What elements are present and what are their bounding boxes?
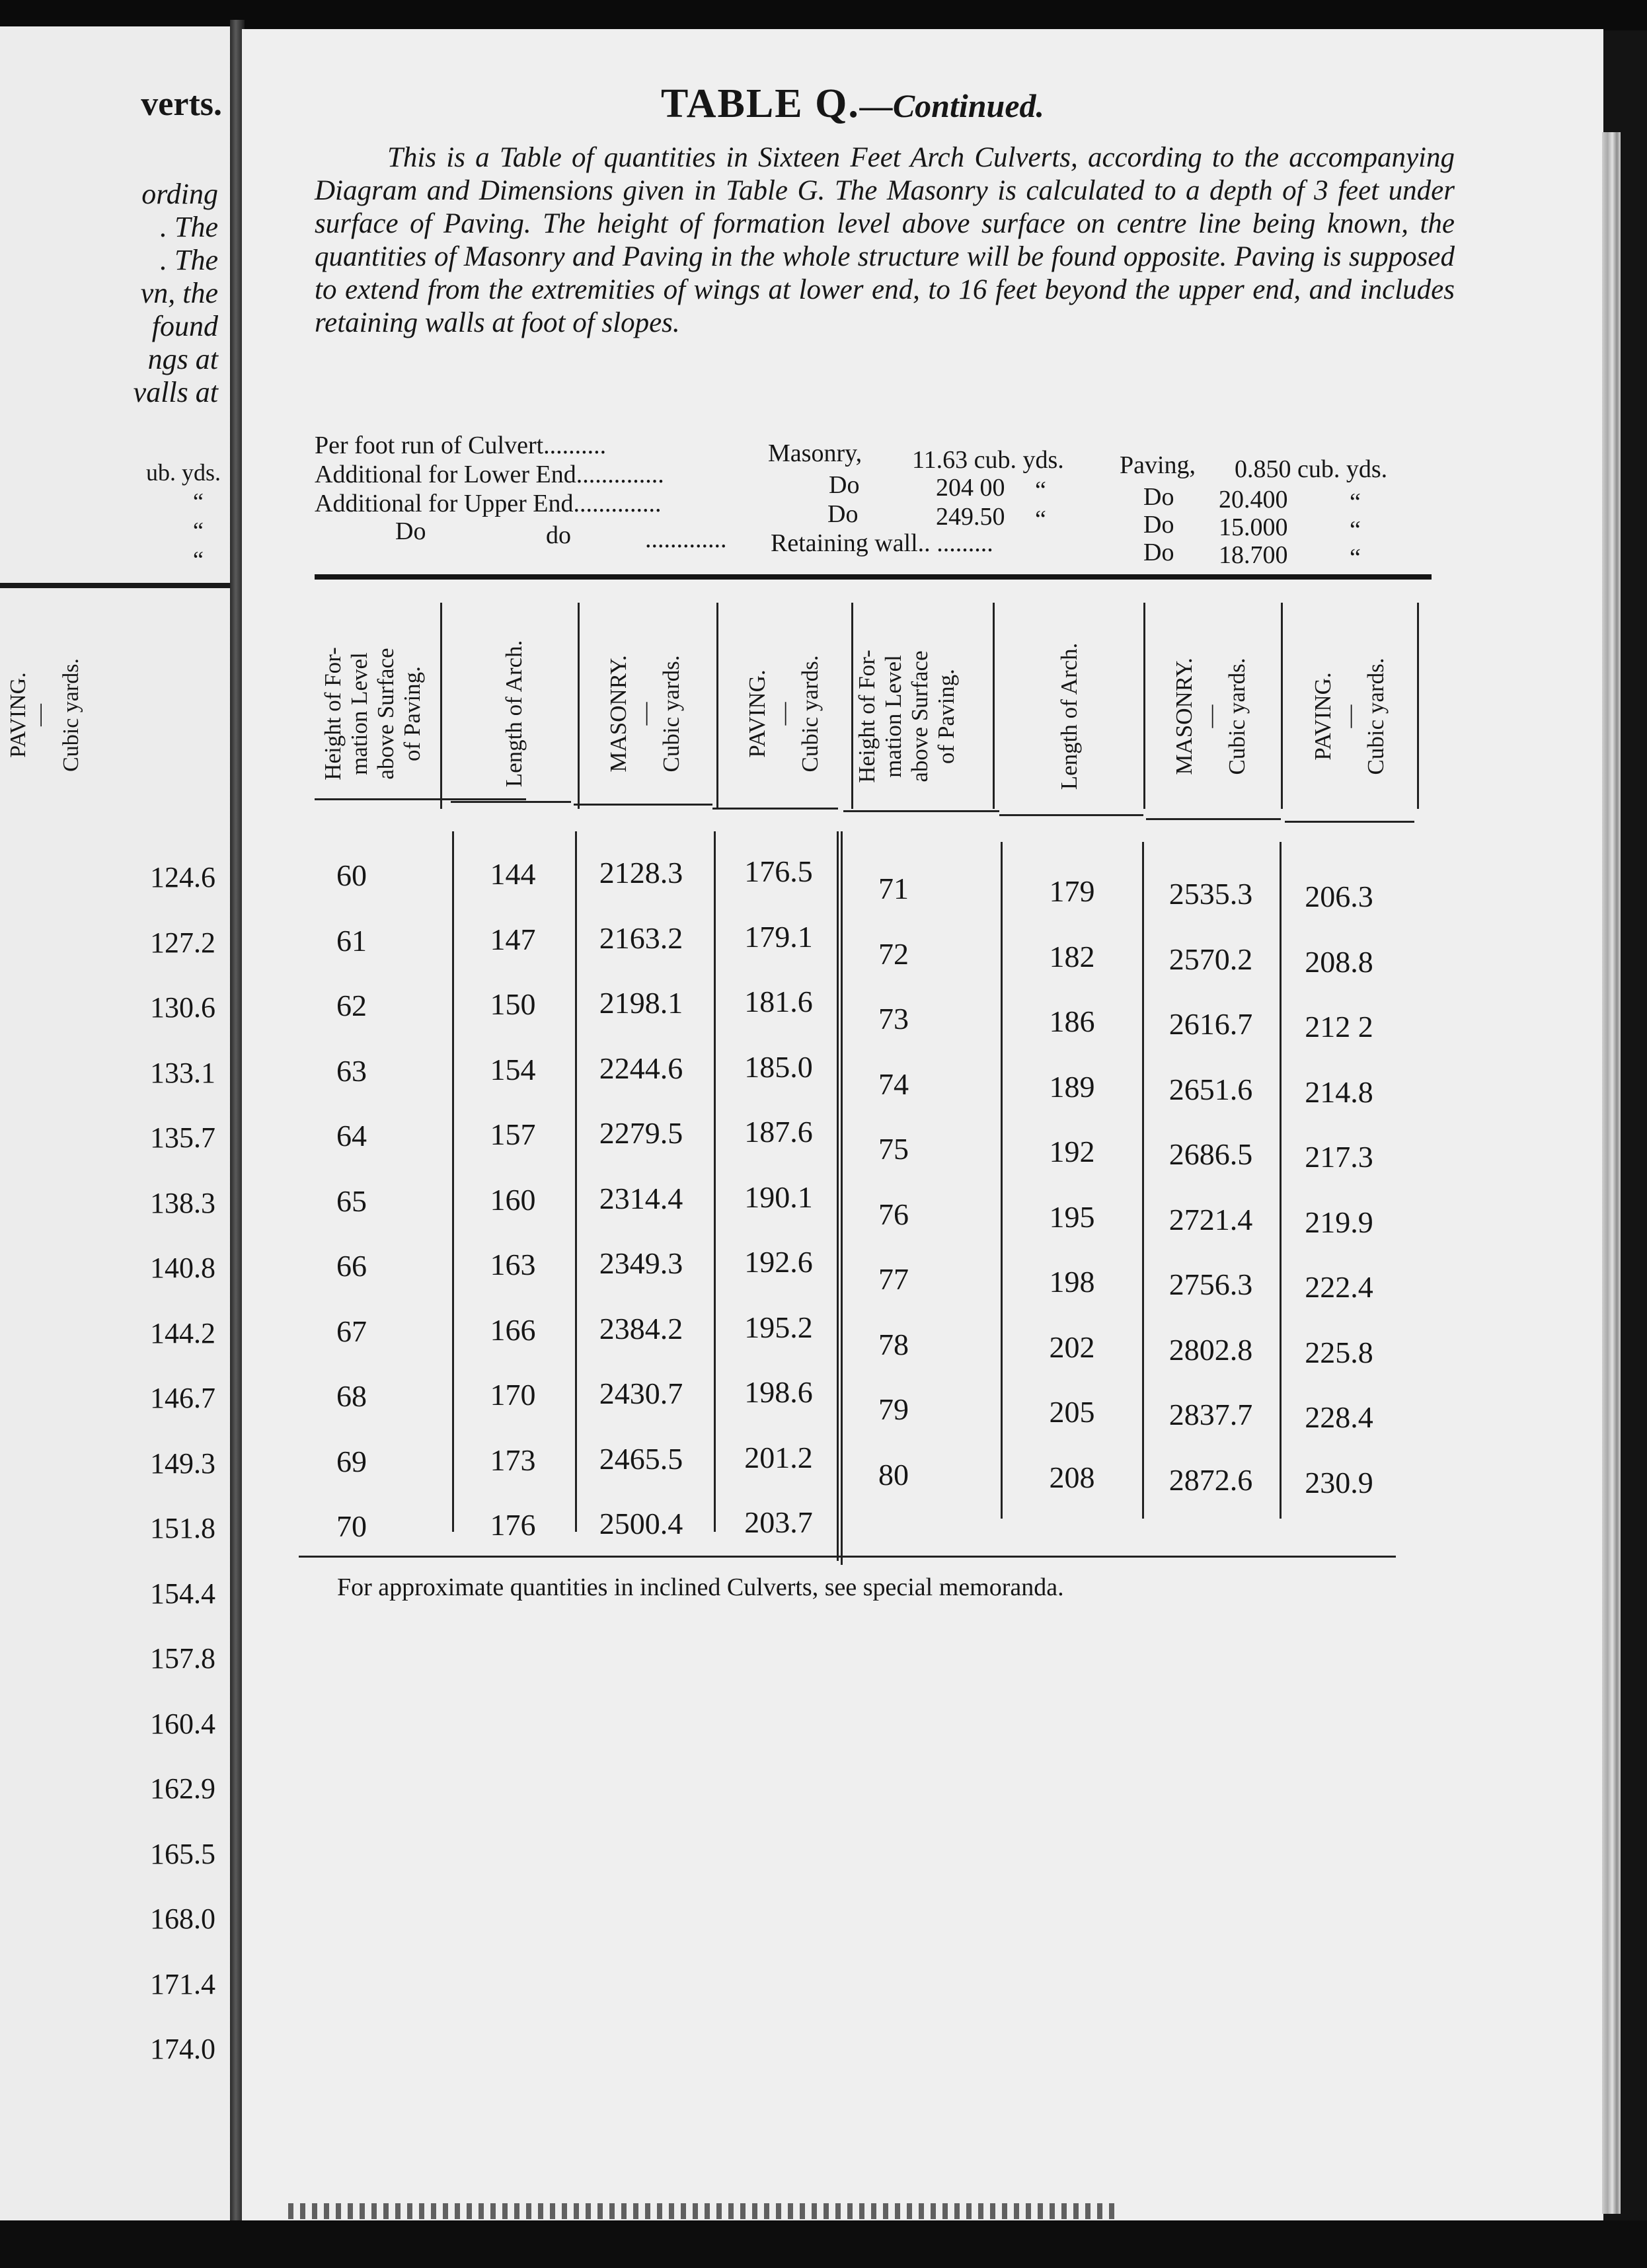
table-cell: 176 — [490, 1508, 536, 1542]
qty-paving-label: Paving, — [1120, 451, 1196, 479]
left-header-cubic-yards: Cubic yards. — [59, 658, 83, 772]
page-stack-edge — [1602, 132, 1621, 2214]
qty-masonry-per-foot: 11.63 cub. yds. — [912, 446, 1064, 474]
table-cell: 206.3 — [1305, 880, 1373, 913]
table-cell: 75 — [878, 1132, 909, 1166]
header-column-rule — [851, 603, 853, 809]
table-cell: 144 — [490, 857, 536, 891]
header-rule — [712, 808, 838, 810]
table-cell: 2279.5 — [599, 1116, 683, 1150]
header-column-rule — [578, 603, 580, 809]
table-cell: 170 — [490, 1378, 536, 1412]
left-table-rule — [0, 583, 231, 588]
table-cell: 222.4 — [1305, 1270, 1373, 1304]
qty-upper-ditto2: “ — [1350, 516, 1361, 544]
header-rule — [315, 798, 526, 800]
table-cell: 65 — [336, 1184, 367, 1218]
qty-upper-masonry: 249.50 — [936, 503, 1005, 531]
table-cell: 203.7 — [744, 1505, 813, 1539]
table-cell: 205 — [1049, 1395, 1095, 1429]
table-cell: 185.0 — [744, 1049, 813, 1084]
table-cell: 208.8 — [1305, 944, 1373, 979]
table-cell: 2430.7 — [599, 1377, 683, 1410]
header-masonry-left: MASONRY. — Cubic yards. — [605, 655, 684, 773]
table-cell: 2570.2 — [1168, 942, 1253, 976]
qty-retaining-paving: 18.700 — [1219, 541, 1288, 569]
qty-label-lower-end: Additional for Lower End.............. — [315, 461, 664, 488]
table-cell: 2837.7 — [1168, 1398, 1253, 1431]
left-paving-value: 130.6 — [150, 991, 215, 1024]
table-cell: 154 — [490, 1052, 536, 1086]
table-cell: 192.6 — [744, 1245, 813, 1279]
header-rule — [451, 801, 571, 803]
table-cell: 2314.4 — [599, 1181, 683, 1215]
table-cell: 79 — [878, 1392, 909, 1426]
left-paving-value: 165.5 — [150, 1837, 215, 1870]
header-masonry-right: MASONRY. — Cubic yards. — [1171, 658, 1250, 775]
table-cell: 195 — [1049, 1199, 1095, 1234]
table-cell: 77 — [878, 1262, 909, 1296]
left-intro-line: vn, the — [140, 277, 218, 309]
table-cell: 64 — [336, 1119, 367, 1153]
qty-retaining-do: Do — [395, 517, 426, 545]
table-cell: 2128.3 — [599, 856, 683, 889]
table-cell: 163 — [490, 1248, 536, 1281]
header-rule — [843, 810, 999, 812]
scan-bottom-artifact — [288, 2203, 1121, 2219]
table-cell: 182 — [1049, 939, 1095, 973]
left-paving-value: 160.4 — [150, 1707, 215, 1740]
left-paving-value: 127.2 — [150, 926, 215, 959]
qty-label-upper-end: Additional for Upper End.............. — [315, 490, 662, 517]
table-cell: 73 — [878, 1002, 909, 1036]
left-paving-value: 135.7 — [150, 1121, 215, 1154]
header-rule — [999, 814, 1143, 816]
left-paving-value: 157.8 — [150, 1642, 215, 1675]
table-top-rule — [315, 574, 1432, 580]
table-cell: 150 — [490, 987, 536, 1021]
title-continued: —Continued. — [859, 87, 1045, 124]
table-cell: 2686.5 — [1168, 1137, 1253, 1171]
table-cell: 157 — [490, 1117, 536, 1151]
table-cell: 80 — [878, 1457, 909, 1492]
table-cell: 2872.6 — [1168, 1462, 1253, 1497]
table-cell: 179 — [1049, 874, 1095, 908]
table-cell: 225.8 — [1305, 1335, 1373, 1369]
main-page — [242, 29, 1603, 2227]
table-cell: 147 — [490, 922, 536, 956]
left-header-dash: — — [27, 704, 52, 726]
table-cell: 214.8 — [1305, 1075, 1373, 1109]
table-cell: 78 — [878, 1327, 909, 1361]
table-cell: 76 — [878, 1197, 909, 1231]
left-paving-value: 162.9 — [150, 1772, 215, 1805]
qty-retaining-wall: Retaining wall.. ......... — [771, 529, 993, 557]
qty-upper-paving: 15.000 — [1219, 513, 1288, 541]
table-cell: 2802.8 — [1168, 1332, 1253, 1367]
left-paving-value: 124.6 — [150, 861, 215, 893]
table-cell: 198.6 — [744, 1375, 813, 1409]
table-cell: 208 — [1049, 1460, 1095, 1494]
header-column-rule — [1417, 603, 1419, 809]
left-intro-line: valls at — [133, 376, 218, 408]
table-cell: 68 — [336, 1379, 367, 1413]
left-paving-value: 140.8 — [150, 1252, 215, 1284]
qty-upper-ditto: “ — [1035, 506, 1046, 533]
table-cell: 69 — [336, 1444, 367, 1478]
table-cell: 190.1 — [744, 1180, 813, 1214]
table-cell: 72 — [878, 936, 909, 971]
qty-lower-paving: 20.400 — [1219, 486, 1288, 513]
scan-edge-top — [0, 0, 1647, 30]
qty-lower-masonry: 204 00 — [936, 474, 1005, 502]
left-qty-line: ub. yds. — [145, 459, 221, 486]
table-cell: 160 — [490, 1182, 536, 1217]
left-page-fragment — [0, 26, 231, 2220]
table-cell: 2384.2 — [599, 1311, 683, 1345]
table-cell: 66 — [336, 1249, 367, 1283]
header-length-left: Length of Arch. — [501, 640, 527, 788]
left-intro-line: found — [151, 310, 218, 342]
header-column-rule — [1281, 603, 1283, 809]
table-cell: 63 — [336, 1053, 367, 1088]
table-cell: 2465.5 — [599, 1441, 683, 1476]
column-rule — [1142, 842, 1144, 1519]
left-paving-value: 133.1 — [150, 1056, 215, 1089]
table-cell: 198 — [1049, 1265, 1095, 1299]
qty-paving-per-foot: 0.850 cub. yds. — [1235, 455, 1388, 483]
table-cell: 217.3 — [1305, 1140, 1373, 1174]
table-cell: 2721.4 — [1168, 1202, 1253, 1236]
table-cell: 2535.3 — [1168, 877, 1253, 911]
header-rule — [574, 804, 712, 806]
page-title — [661, 81, 1044, 128]
table-cell: 195.2 — [744, 1310, 813, 1344]
table-cell: 62 — [336, 989, 367, 1022]
qty-retaining-dots: ............. — [645, 525, 727, 553]
qty-lower-do2: Do — [1143, 483, 1174, 511]
table-cell: 166 — [490, 1312, 536, 1347]
qty-lower-ditto2: “ — [1350, 488, 1361, 516]
header-column-rule — [716, 603, 718, 809]
header-rule — [1285, 821, 1414, 823]
qty-retaining-do2: Do — [1143, 539, 1174, 566]
left-paving-value: 151.8 — [150, 1512, 215, 1544]
left-intro-line: ording — [141, 178, 218, 210]
header-column-rule — [440, 603, 442, 809]
intro-paragraph: This is a Table of quantities in Sixteen Feet Arch Culverts, according to the accompanying Diagram and Dimensions given in Table G. The Masonry is calculated to a depth of 3 feet under surface of Paving. The height of formation level above surface on centre line being known, the quantities of Masonry and Paving in the whole structure will be found opposite. Paving is supposed to extend from the extremities of wings at lower end, to 16 feet beyond the upper end, and includes retaining walls at foot of slopes. — [315, 142, 1455, 338]
table-cell: 187.6 — [744, 1115, 813, 1149]
qty-upper-do2: Do — [1143, 511, 1174, 539]
header-rule — [1146, 818, 1281, 820]
table-cell: 212 2 — [1305, 1010, 1373, 1043]
table-title: TABLE Q. — [661, 81, 860, 126]
table-cell: 70 — [336, 1509, 367, 1543]
left-paving-value: 149.3 — [150, 1447, 215, 1480]
table-cell: 186 — [1049, 1004, 1095, 1038]
column-rule — [1001, 842, 1003, 1519]
table-cell: 189 — [1049, 1069, 1095, 1104]
table-cell: 2244.6 — [599, 1051, 683, 1085]
qty-label-per-foot: Per foot run of Culvert.......... — [315, 432, 607, 459]
table-cell: 2349.3 — [599, 1246, 683, 1280]
header-column-rule — [993, 603, 995, 809]
header-height-right: Height of For- mation Level above Surface of Paving. — [854, 650, 959, 783]
table-cell: 2500.4 — [599, 1507, 683, 1540]
footnote: For approximate quantities in inclined Culverts, see special memoranda. — [337, 1573, 1064, 1601]
table-cell: 2616.7 — [1168, 1007, 1253, 1041]
table-cell: 2198.1 — [599, 986, 683, 1020]
table-cell: 71 — [878, 872, 909, 905]
table-cell: 2756.3 — [1168, 1267, 1253, 1301]
table-cell: 192 — [1049, 1135, 1095, 1168]
left-qty-line: “ — [193, 517, 204, 544]
left-title-fragment: verts. — [141, 85, 222, 123]
header-height-left: Height of For- mation Level above Surface of Paving. — [320, 647, 425, 780]
table-cell: 228.4 — [1305, 1400, 1373, 1434]
table-cell: 179.1 — [744, 919, 813, 954]
table-cell: 202 — [1049, 1330, 1095, 1364]
header-column-rule — [1143, 603, 1145, 809]
left-intro-line: ngs at — [147, 343, 218, 375]
table-cell: 201.2 — [744, 1440, 813, 1474]
left-paving-value: 138.3 — [150, 1186, 215, 1219]
left-paving-value: 154.4 — [150, 1577, 215, 1610]
table-cell: 60 — [336, 858, 367, 892]
left-paving-value: 174.0 — [150, 2033, 215, 2065]
left-paving-value: 146.7 — [150, 1382, 215, 1414]
table-cell: 176.5 — [744, 854, 813, 888]
qty-upper-do: Do — [827, 500, 859, 528]
header-length-right: Length of Arch. — [1056, 642, 1082, 790]
qty-lower-ditto: “ — [1035, 476, 1046, 504]
table-cell: 2651.6 — [1168, 1072, 1253, 1106]
qty-lower-do: Do — [829, 471, 860, 499]
table-cell: 74 — [878, 1067, 909, 1101]
qty-masonry-label: Masonry, — [768, 439, 862, 467]
table-cell: 61 — [336, 923, 367, 958]
scan-edge-bottom — [0, 2220, 1647, 2268]
table-cell: 230.9 — [1305, 1465, 1373, 1499]
left-paving-value: 171.4 — [150, 1967, 215, 2000]
table-cell: 173 — [490, 1443, 536, 1477]
header-paving-left: PAVING. — Cubic yards. — [744, 655, 823, 773]
qty-retaining-do-lower: do — [546, 521, 571, 549]
header-paving-right: PAVING. — Cubic yards. — [1310, 658, 1389, 775]
table-cell: 181.6 — [744, 985, 813, 1018]
table-cell: 2163.2 — [599, 921, 683, 955]
left-qty-line: “ — [193, 488, 204, 515]
table-bottom-rule — [299, 1556, 1396, 1558]
left-qty-line: “ — [193, 547, 204, 573]
left-header-paving: PAVING. — [6, 672, 30, 758]
left-paving-value: 144.2 — [150, 1316, 215, 1349]
qty-retaining-ditto2: “ — [1350, 544, 1361, 572]
table-cell: 67 — [336, 1314, 367, 1348]
left-paving-value: 168.0 — [150, 1903, 215, 1935]
table-cell: 219.9 — [1305, 1205, 1373, 1239]
left-intro-line: . The — [160, 211, 218, 243]
left-intro-line: . The — [160, 244, 218, 276]
